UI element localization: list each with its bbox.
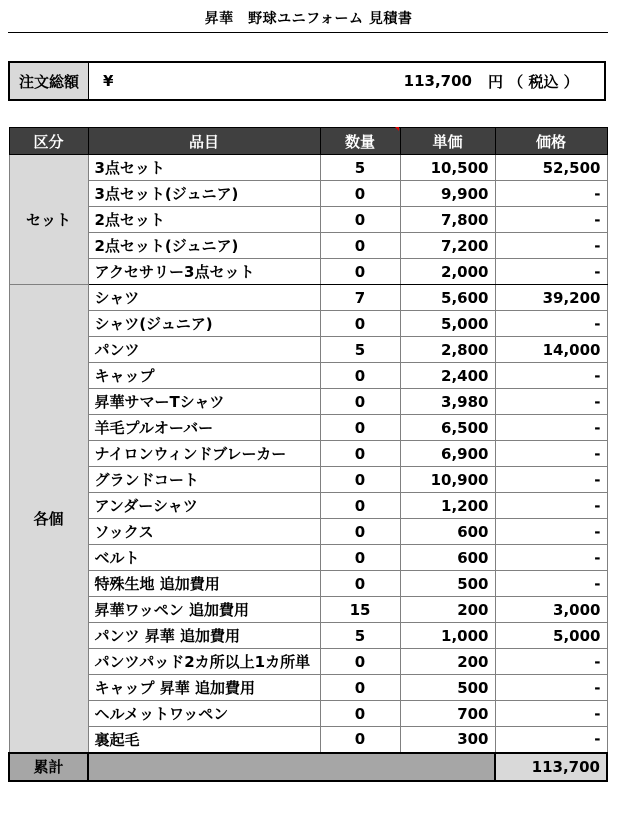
table-row [9,701,607,727]
order-total-box [8,61,606,101]
amount-cell: - [495,727,607,753]
quantity-cell: 7 [320,285,400,311]
unit-price-cell: 700 [400,701,495,727]
amount-cell: 52,500 [495,155,607,181]
title-underline [8,32,608,33]
item-cell: 昇華サマーTシャツ [88,389,320,415]
table-row [9,207,607,233]
table-row [9,727,607,753]
amount-cell: - [495,545,607,571]
item-cell: 2点セット(ジュニア) [88,233,320,259]
item-cell: 羊毛プルオーバー [88,415,320,441]
amount-cell: - [495,415,607,441]
comment-indicator-icon [395,127,399,131]
amount-cell: - [495,493,607,519]
category-cell: セット [9,155,88,285]
table-row [9,441,607,467]
item-cell: パンツパッド2カ所以上1カ所単 [88,649,320,675]
amount-cell: - [495,519,607,545]
order-total-label: 注文総額 [10,63,89,99]
order-total-unit: 円 （ 税込 ） [488,72,579,91]
table-header-row [9,128,607,155]
unit-price-cell: 7,800 [400,207,495,233]
unit-price-cell: 9,900 [400,181,495,207]
quantity-cell: 0 [320,571,400,597]
item-cell: キャップ [88,363,320,389]
table-row [9,623,607,649]
unit-price-cell: 3,980 [400,389,495,415]
table-row [9,389,607,415]
quantity-cell: 0 [320,493,400,519]
item-cell: パンツ [88,337,320,363]
quantity-cell: 5 [320,155,400,181]
quantity-cell: 0 [320,389,400,415]
table-row [9,259,607,285]
table-row [9,519,607,545]
amount-cell: 39,200 [495,285,607,311]
unit-price-cell: 5,600 [400,285,495,311]
unit-price-cell: 7,200 [400,233,495,259]
quantity-cell: 0 [320,181,400,207]
item-cell: グランドコート [88,467,320,493]
table-row [9,571,607,597]
table-row [9,649,607,675]
table-row [9,415,607,441]
unit-price-cell: 2,400 [400,363,495,389]
unit-price-cell: 300 [400,727,495,753]
quantity-cell: 0 [320,363,400,389]
item-cell: アンダーシャツ [88,493,320,519]
amount-cell: - [495,389,607,415]
amount-cell: - [495,701,607,727]
amount-cell: - [495,649,607,675]
quantity-cell: 0 [320,649,400,675]
quantity-cell: 0 [320,311,400,337]
sum-filler [88,753,495,781]
currency-symbol: ¥ [103,72,114,90]
amount-cell: - [495,571,607,597]
sum-row [9,753,607,781]
unit-price-cell: 200 [400,649,495,675]
table-row [9,181,607,207]
col-header-amount: 価格 [495,128,607,155]
unit-price-cell: 6,500 [400,415,495,441]
table-row [9,467,607,493]
amount-cell: - [495,467,607,493]
amount-cell: - [495,181,607,207]
col-header-category: 区分 [9,128,88,155]
quantity-cell: 0 [320,259,400,285]
table-row [9,493,607,519]
quantity-cell: 0 [320,675,400,701]
item-cell: キャップ 昇華 追加費用 [88,675,320,701]
table-row [9,233,607,259]
unit-price-cell: 500 [400,675,495,701]
unit-price-cell: 5,000 [400,311,495,337]
table-row [9,285,607,311]
unit-price-cell: 2,000 [400,259,495,285]
quantity-cell: 0 [320,441,400,467]
order-total-value: 113,700 [403,72,472,90]
amount-cell: - [495,363,607,389]
item-cell: ヘルメットワッペン [88,701,320,727]
quantity-cell: 0 [320,519,400,545]
unit-price-cell: 600 [400,519,495,545]
quantity-cell: 0 [320,207,400,233]
unit-price-cell: 200 [400,597,495,623]
amount-cell: - [495,259,607,285]
amount-cell: 14,000 [495,337,607,363]
table-row [9,363,607,389]
quantity-cell: 5 [320,623,400,649]
amount-cell: - [495,311,607,337]
unit-price-cell: 1,000 [400,623,495,649]
document-title: 昇華 野球ユニフォーム 見積書 [204,11,413,27]
sum-value: 113,700 [495,753,607,781]
item-cell: パンツ 昇華 追加費用 [88,623,320,649]
quantity-cell: 0 [320,233,400,259]
quantity-cell: 0 [320,415,400,441]
item-cell: シャツ(ジュニア) [88,311,320,337]
item-cell: ベルト [88,545,320,571]
item-cell: ソックス [88,519,320,545]
quantity-cell: 0 [320,701,400,727]
amount-cell: 3,000 [495,597,607,623]
amount-cell: - [495,675,607,701]
unit-price-cell: 1,200 [400,493,495,519]
item-cell: 2点セット [88,207,320,233]
unit-price-cell: 600 [400,545,495,571]
sum-label: 累計 [9,753,88,781]
amount-cell: - [495,233,607,259]
item-cell: シャツ [88,285,320,311]
table-row [9,597,607,623]
amount-cell: - [495,441,607,467]
unit-price-cell: 6,900 [400,441,495,467]
table-row [9,545,607,571]
quantity-cell: 0 [320,545,400,571]
item-cell: ナイロンウィンドブレーカー [88,441,320,467]
quantity-cell: 0 [320,467,400,493]
item-cell: 3点セット(ジュニア) [88,181,320,207]
unit-price-cell: 10,900 [400,467,495,493]
item-cell: 昇華ワッペン 追加費用 [88,597,320,623]
category-cell: 各個 [9,285,88,753]
col-header-quantity: 数量 [320,128,400,155]
unit-price-cell: 500 [400,571,495,597]
unit-price-cell: 2,800 [400,337,495,363]
table-row [9,155,607,181]
amount-cell: - [495,207,607,233]
quantity-cell: 5 [320,337,400,363]
table-row [9,675,607,701]
table-row [9,337,607,363]
unit-price-cell: 10,500 [400,155,495,181]
item-cell: 裏起毛 [88,727,320,753]
quantity-cell: 15 [320,597,400,623]
col-header-unit-price: 単価 [400,128,495,155]
amount-cell: 5,000 [495,623,607,649]
estimate-table [8,127,608,782]
quantity-cell: 0 [320,727,400,753]
table-row [9,311,607,337]
item-cell: 特殊生地 追加費用 [88,571,320,597]
col-header-item: 品目 [88,128,320,155]
item-cell: アクセサリー3点セット [88,259,320,285]
item-cell: 3点セット [88,155,320,181]
